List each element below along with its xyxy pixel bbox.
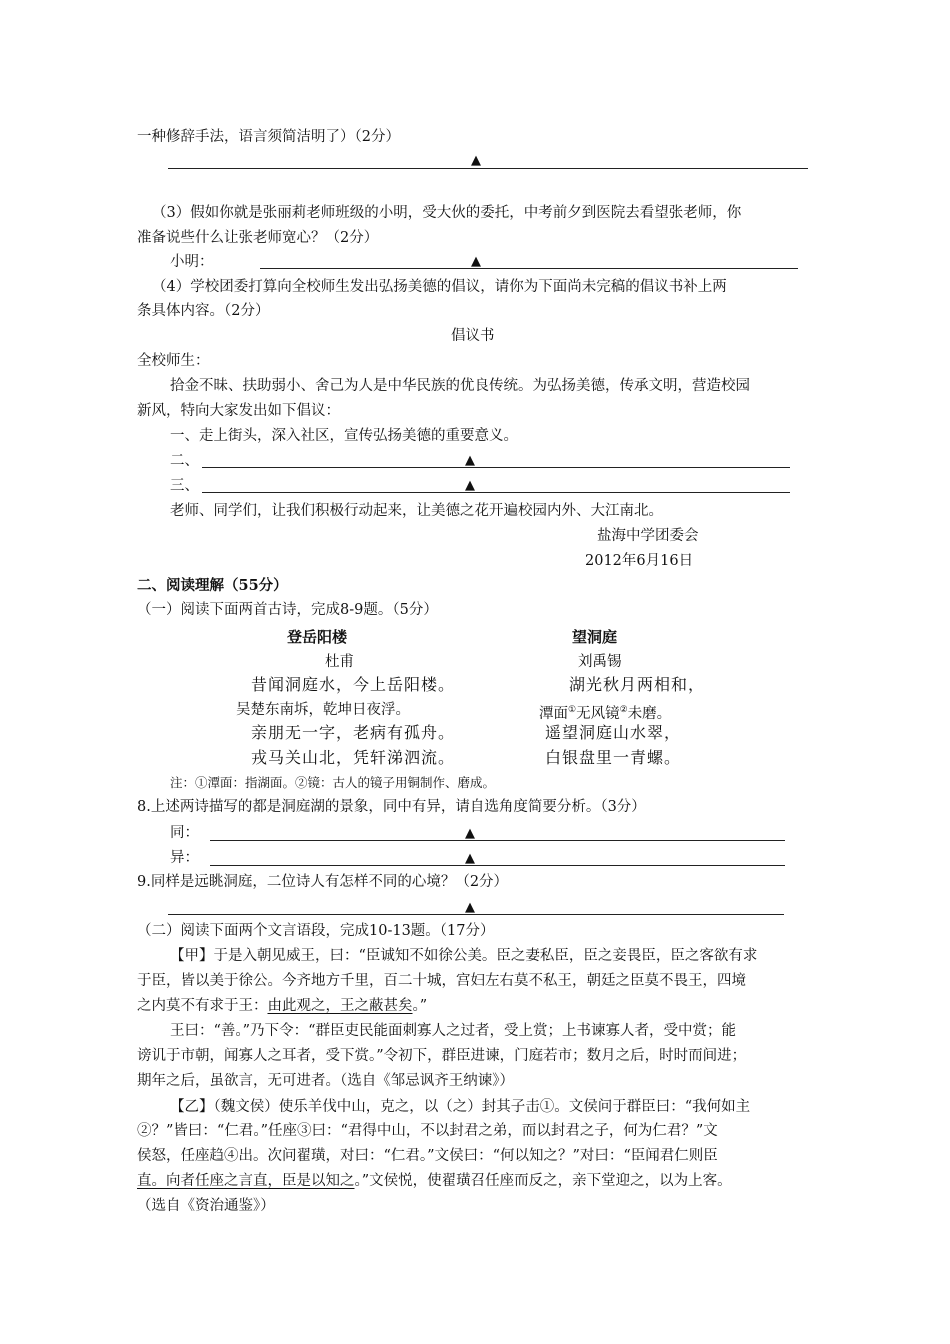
answer-line[interactable] <box>168 168 808 169</box>
answer-marker-icon: ▲ <box>471 254 481 269</box>
jia-line3: 之内莫不有求于王：由此观之，王之蔽甚矣。” <box>137 998 428 1014</box>
poem2-author: 刘禹锡 <box>578 654 622 670</box>
q8-text: 8.上述两诗描写的都是洞庭湖的景象，同中有异，请自选角度简要分析。（3分） <box>137 799 646 815</box>
q4-line2: 条具体内容。（2分） <box>137 303 270 319</box>
part2-instruction: （二）阅读下面两个文言语段，完成10-13题。（17分） <box>137 923 495 939</box>
poem1-line: 戎马关山北，凭轩涕泗流。 <box>251 748 456 767</box>
proposal-item-2-label: 二、 <box>170 453 199 469</box>
proposal-greeting: 全校师生： <box>137 353 210 369</box>
q3-answer-line[interactable] <box>260 268 798 269</box>
q4-line1: （4）学校团委打算向全校师生发出弘扬美德的倡议，请你为下面尚未完稿的倡议书补上两 <box>152 279 727 295</box>
proposal-item-3-line[interactable] <box>202 492 790 493</box>
answer-marker-icon: ▲ <box>465 453 475 468</box>
poem1-line: 昔闻洞庭水，今上岳阳楼。 <box>251 675 456 694</box>
proposal-item-1: 一、走上街头，深入社区，宣传弘扬美德的重要意义。 <box>170 428 518 444</box>
proposal-closing: 老师、同学们，让我们积极行动起来，让美德之花开遍校园内外、大江南北。 <box>170 503 663 519</box>
q3-answer-label: 小明： <box>170 254 214 270</box>
poem2-line: 湖光秋月两相和， <box>569 675 706 694</box>
underlined-sentence: 由此观之，王之蔽甚矣 <box>267 998 413 1014</box>
answer-marker-icon: ▲ <box>471 153 481 168</box>
q3-line1: （3）假如你就是张丽莉老师班级的小明，受大伙的委托，中考前夕到医院去看望张老师，你 <box>152 205 742 221</box>
yi-source: （选自《资治通鉴》） <box>137 1198 275 1214</box>
q8-diff-label: 异： <box>170 850 199 866</box>
jia-line4: 王曰：“善。”乃下令：“群臣吏民能面刺寡人之过者，受上赏；上书谏寡人者，受中赏；能 <box>170 1023 736 1039</box>
proposal-item-3-label: 三、 <box>170 478 199 494</box>
yi-line3: 侯怒，任座趋④出。次问翟璜，对曰：“仁君。”文侯曰：“何以知之？”对曰：“臣闻君仁则臣 <box>137 1148 718 1164</box>
proposal-title: 倡议书 <box>451 328 495 344</box>
answer-marker-icon: ▲ <box>465 826 475 841</box>
q2-tail-text: 一种修辞手法，语言须简洁明了）（2分） <box>137 129 400 145</box>
jia-line2: 于臣，皆以美于徐公。今齐地方千里，百二十城，宫妇左右莫不私王，朝廷之臣莫不畏王，四境 <box>137 973 746 989</box>
jia-line1: 【甲】于是入朝见威王，曰：“臣诚知不如徐公美。臣之妻私臣，臣之妾畏臣，臣之客欲有求 <box>170 948 758 964</box>
underlined-sentence: 直。向者任座之言直，臣是以知之 <box>137 1173 355 1189</box>
q3-line2: 准备说些什么让张老师宽心？（2分） <box>137 230 379 246</box>
poem1-line: 吴楚东南坼，乾坤日夜浮。 <box>236 702 410 718</box>
proposal-body-line2: 新风，特向大家发出如下倡议： <box>137 403 340 419</box>
q8-same-line[interactable] <box>210 840 785 841</box>
part1-instruction: （一）阅读下面两首古诗，完成8-9题。（5分） <box>137 602 438 618</box>
answer-marker-icon: ▲ <box>465 851 475 866</box>
answer-marker-icon: ▲ <box>465 900 475 915</box>
poem1-line: 亲朋无一字，老病有孤舟。 <box>251 723 456 742</box>
poem1-author: 杜甫 <box>325 654 354 670</box>
yi-line1: 【乙】（魏文侯）使乐羊伐中山，克之，以（之）封其子击①。文侯问于群臣曰：“我何如主 <box>170 1099 751 1115</box>
poem2-line: 白银盘里一青螺。 <box>545 748 682 767</box>
yi-line4: 直。向者任座之言直，臣是以知之。”文侯悦，使翟璜召任座而反之，亲下堂迎之，以为上客。 <box>137 1173 732 1189</box>
poem-note: 注：①潭面：指湖面。②镜：古人的镜子用铜制作、磨成。 <box>170 775 496 790</box>
proposal-item-2-line[interactable] <box>202 467 790 468</box>
poem2-line: 遥望洞庭山水翠， <box>545 723 682 742</box>
jia-line5: 谤讥于市朝，闻寡人之耳者，受下赏。”令初下，群臣进谏，门庭若市；数月之后，时时而间进； <box>137 1048 747 1064</box>
proposal-body-line1: 拾金不昧、扶助弱小、舍己为人是中华民族的优良传统。为弘扬美德，传承文明，营造校园 <box>170 378 750 394</box>
q8-same-label: 同： <box>170 825 199 841</box>
q8-diff-line[interactable] <box>210 865 785 866</box>
poem2-title: 望洞庭 <box>572 628 618 646</box>
yi-line2: ②？”皆曰：“仁君。”任座③曰：“君得中山，不以封君之弟，而以封君之子，何为仁君？”文 <box>137 1123 718 1139</box>
section2-heading: 二、阅读理解（55分） <box>137 577 288 594</box>
proposal-date: 2012年6月16日 <box>585 553 694 569</box>
poem2-line: 潭面①无风镜②未磨。 <box>539 705 672 722</box>
q9-answer-line[interactable] <box>168 914 784 915</box>
q9-text: 9.同样是远眺洞庭，二位诗人有怎样不同的心境？（2分） <box>137 874 509 890</box>
poem1-title: 登岳阳楼 <box>287 628 348 646</box>
answer-marker-icon: ▲ <box>465 478 475 493</box>
jia-line6: 期年之后，虽欲言，无可进者。（选自《邹忌讽齐王纳谏》） <box>137 1073 514 1089</box>
proposal-signer: 盐海中学团委会 <box>597 528 699 544</box>
